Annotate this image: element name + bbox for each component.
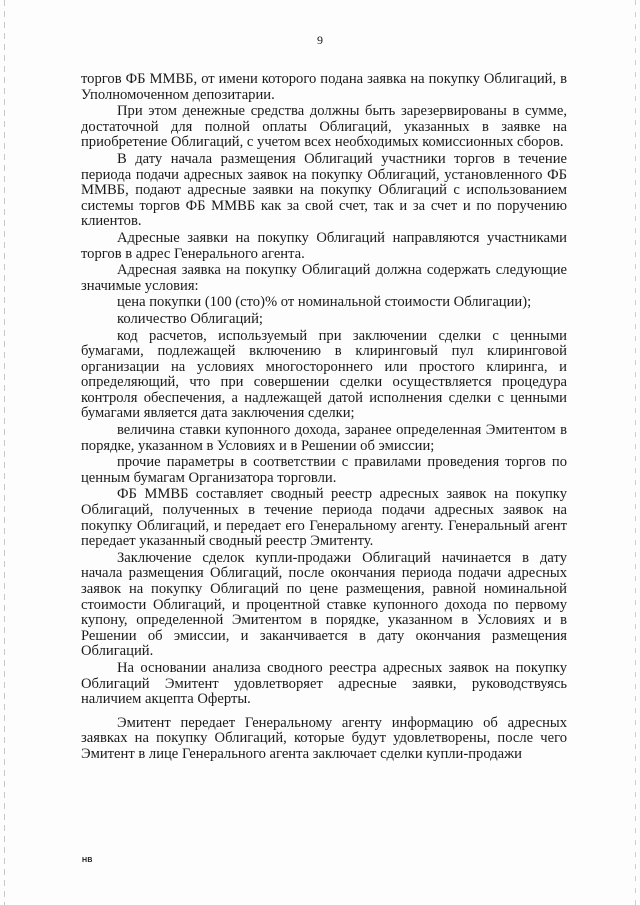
- body-text: [81, 72, 567, 763]
- scan-edge-right: [635, 0, 636, 905]
- paragraph: цена покупки (100 (сто)% от номинальной стоимости Облигации);: [117, 294, 532, 311]
- paragraph: Адресные заявки на покупку Облигаций направляются участниками торгов в адрес Генерального агента.: [81, 229, 567, 262]
- paragraph: прочие параметры в соответствии с правилами проведения торгов по ценным бумагам Организатора торговли.: [81, 454, 567, 486]
- paragraph: торгов ФБ ММВБ, от имени которого подана заявка на покупку Облигаций, в Уполномоченном депозитарии.: [81, 71, 567, 103]
- paragraph: код расчетов, используемый при заключении сделки с ценными бумагами, подлежащей включению в клиринговый пул клиринговой организации на условиях многостороннего или простого клиринга, и определяющий, что при совершении сделки осуществляется процедура контроля обеспечения, а надлежащей датой исполнения сделки с ценными бумагами является дата заключения сделки;: [81, 327, 567, 422]
- page-number: 9: [317, 33, 323, 47]
- paragraph: величина ставки купонного дохода, заранее определенная Эмитентом в порядке, указанном в Условиях и в Решении об эмиссии;: [81, 422, 567, 454]
- footer-code: НВ: [82, 857, 93, 864]
- paragraph: Эмитент передает Генеральному агенту информацию об адресных заявках на покупку Облигаций, которые будут удовлетворены, после чего Эмитент в лице Генерального агента заключает сделки купли-продажи: [81, 714, 567, 762]
- paragraph: Заключение сделок купли-продажи Облигаций начинается в дату начала размещения Облигаций, после окончания периода подачи адресных заявок на покупку Облигаций по цене размещения, равной номинальной стоимости Облигаций, и процентной ставке купонного дохода по первому купону, определенной Эмитентом в порядке, указанном в Условиях и в Решении об эмиссии, и заканчивается в дату окончания размещения Облигаций.: [81, 549, 567, 660]
- paragraph: Адресная заявка на покупку Облигаций должна содержать следующие значимые условия:: [81, 262, 567, 294]
- paragraph: В дату начала размещения Облигаций участники торгов в течение периода подачи адресных заявок на покупку Облигаций, установленного ФБ ММВБ, подают адресные заявки на покупку Облигаций с использованием системы торгов ФБ ММВБ как за свой счет, так и за счет и по поручению клиентов.: [81, 150, 567, 230]
- paragraph: количество Облигаций;: [117, 310, 263, 327]
- paragraph: ФБ ММВБ составляет сводный реестр адресных заявок на покупку Облигаций, полученных в течение периода подачи адресных заявок на покупку Облигаций, и передает его Генеральному агенту. Генеральный агент передает указанный сводный реестр Эмитенту.: [81, 486, 567, 550]
- paragraph: При этом денежные средства должны быть зарезервированы в сумме, достаточной для полной оплаты Облигаций, указанных в заявке на приобретение Облигаций, с учетом всех необходимых комиссионных сборов.: [81, 103, 567, 151]
- scan-edge-left: [4, 0, 5, 905]
- paragraph: На основании анализа сводного реестра адресных заявок на покупку Облигаций Эмитент удовлетворяет адресные заявки, руководствуясь наличием акцепта Оферты.: [81, 659, 567, 708]
